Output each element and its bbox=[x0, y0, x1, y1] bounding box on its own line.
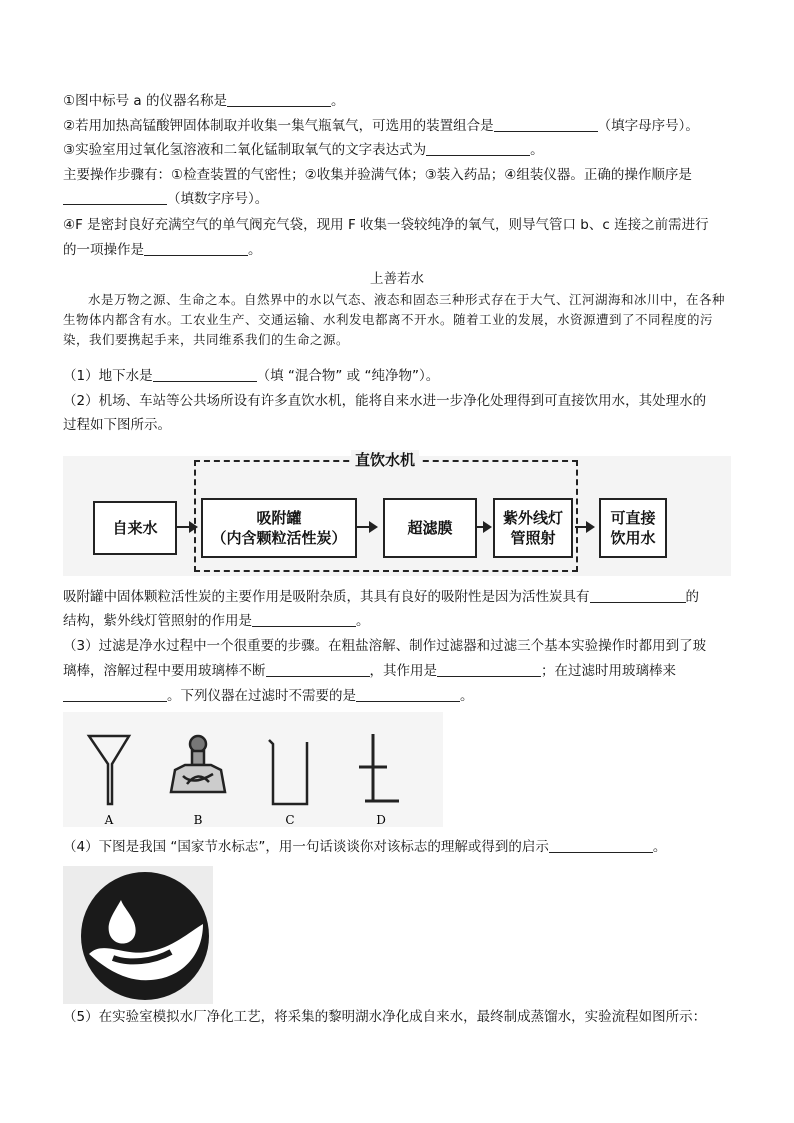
adsorption-tank-box: 吸附罐 （内含颗粒活性炭） bbox=[201, 498, 357, 558]
q1-steps-line-2: （填数字序号）。 bbox=[63, 190, 268, 208]
tap-water-box: 自来水 bbox=[93, 501, 177, 555]
answer-blank[interactable] bbox=[63, 687, 167, 702]
option-label: C bbox=[285, 813, 295, 827]
q2-p3c-line: 。下列仪器在过滤时不需要的是 。 bbox=[63, 687, 474, 705]
drinking-water-box: 可直接 饮用水 bbox=[599, 498, 667, 558]
q2-p2d-line: 结构，紫外线灯管照射的作用是 。 bbox=[63, 613, 370, 629]
filtration-apparatus-figure bbox=[63, 712, 443, 827]
answer-blank[interactable] bbox=[437, 662, 541, 677]
ultrafiltration-box: 超滤膜 bbox=[383, 498, 477, 558]
answer-blank[interactable] bbox=[494, 117, 598, 132]
q1-c-line: ③实验室用过氧化氢溶液和二氧化锰制取氧气的文字表达式为 。 bbox=[63, 142, 544, 158]
option-label: D bbox=[376, 813, 386, 827]
q1-b-line: ②若用加热高锰酸钾固体制取并收集一集气瓶氧气，可选用的装置组合是 （填字母序号）。 bbox=[63, 118, 699, 134]
water-drop-icon bbox=[63, 866, 213, 1004]
q2-p3b-line: 璃棒，溶解过程中要用玻璃棒不断 ，其作用是 ；在过滤时用玻璃棒来 bbox=[63, 663, 676, 679]
answer-blank[interactable] bbox=[590, 588, 686, 603]
q1-steps-line: 主要操作步骤有：①检查装置的气密性；②收集并验满气体；③装入药品；④组装仪器。正确的操作顺序是 bbox=[63, 167, 692, 183]
answer-blank[interactable] bbox=[426, 141, 530, 156]
arrow-icon bbox=[476, 526, 490, 528]
q1-d-line-2: 的一项操作是 。 bbox=[63, 242, 262, 258]
answer-blank[interactable] bbox=[227, 92, 331, 107]
answer-blank[interactable] bbox=[144, 241, 248, 256]
q2-p4-line: （4）下图是我国 “国家节水标志”，用一句话谈谈你对该标志的理解或得到的启示 。 bbox=[63, 839, 667, 855]
q2-p2-line: （2）机场、车站等公共场所设有许多直饮水机，能将自来水进一步净化处理得到可直接饮用水，其处理水的 bbox=[63, 393, 707, 409]
answer-blank[interactable] bbox=[153, 367, 257, 382]
arrow-icon bbox=[356, 526, 376, 528]
machine-label: 直饮水机 bbox=[351, 450, 419, 470]
q2-p2c-line: 吸附罐中固体颗粒活性炭的主要作用是吸附杂质，其具有良好的吸附性是因为活性炭具有 的 bbox=[63, 589, 699, 605]
arrow-icon bbox=[575, 526, 593, 528]
water-saving-logo bbox=[63, 866, 213, 1004]
passage-title: 上善若水 bbox=[370, 271, 424, 287]
water-purifier-flow-diagram bbox=[63, 451, 731, 576]
q1-a-line: ①图中标号 a 的仪器名称是 。 bbox=[63, 93, 345, 109]
q2-p1-line: （1）地下水是 （填 “混合物” 或 “纯净物”）。 bbox=[63, 368, 440, 384]
q2-p3-line: （3）过滤是净水过程中一个很重要的步骤。在粗盐溶解、制作过滤器和过滤三个基本实验操作时都用到了玻 bbox=[63, 638, 707, 654]
q2-p5-line: （5）在实验室模拟水厂净化工艺，将采集的黎明湖水净化成自来水，最终制成蒸馏水，实验流程如图所示： bbox=[63, 1009, 707, 1025]
answer-blank[interactable] bbox=[252, 612, 356, 627]
option-label: A bbox=[104, 813, 114, 827]
q1-d-line: ④F 是密封良好充满空气的单气阀充气袋，现用 F 收集一袋较纯净的氧气，则导气管口 b、c 连接之前需进行 bbox=[63, 217, 709, 233]
q2-p2-line-2: 过程如下图所示。 bbox=[63, 417, 171, 433]
uv-lamp-box: 紫外线灯 管照射 bbox=[493, 498, 573, 558]
arrow-icon bbox=[176, 526, 196, 528]
option-label: B bbox=[193, 813, 203, 827]
answer-blank[interactable] bbox=[266, 662, 370, 677]
answer-blank[interactable] bbox=[63, 190, 167, 205]
answer-blank[interactable] bbox=[549, 838, 653, 853]
passage-body: 水是万物之源、生命之本。自然界中的水以气态、液态和固态三种形式存在于大气、江河湖海和冰川中，在各种生物体内都含有水。工农业生产、交通运输、水利发电都离不开水。随着工业的发展，水资源遭到了不同程度的污染，我们要携起手来，共同维系我们的生命之源。 bbox=[63, 292, 726, 347]
answer-blank[interactable] bbox=[356, 687, 460, 702]
